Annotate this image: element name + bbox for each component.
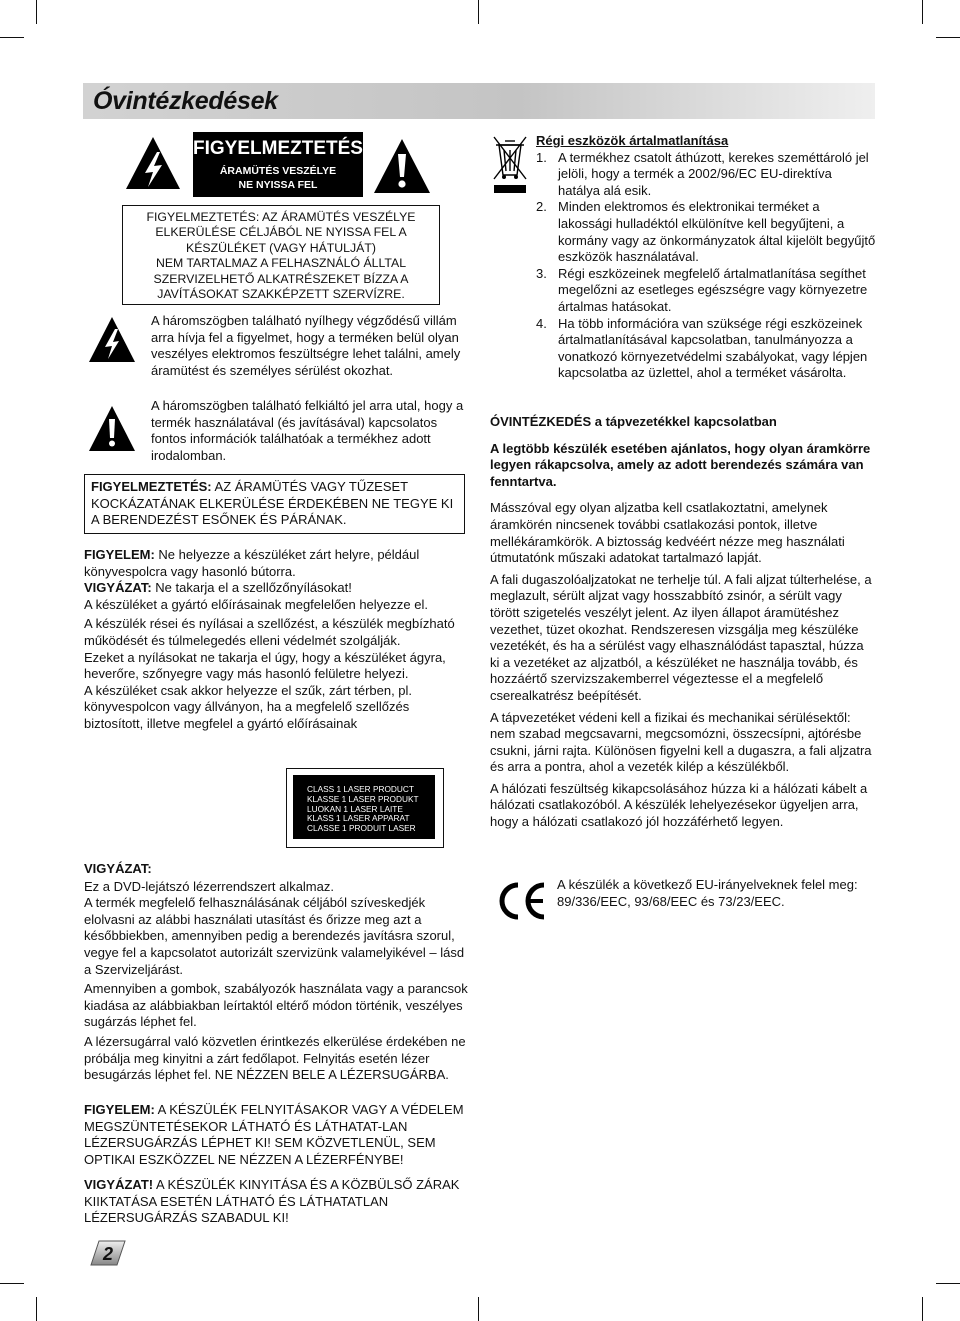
power-paragraph: A hálózati feszültség kikapcsolásához húzza ki a hálózati kábelt a hálózati csatlakozóból. A készülék lehelyezésekor ügyeljen arra, hogy a hálózati csatlakozó jól hozzáférhető legyen.: [490, 780, 868, 830]
list-item: [536, 150, 876, 200]
crop-mark: [936, 1283, 960, 1284]
laser-label-line: CLASS 1 LASER PRODUCT: [307, 784, 414, 794]
caution-closed-space: [84, 547, 467, 580]
disposal-section: [536, 133, 876, 382]
laser-paragraph: Ez a DVD-lejátszó lézerrendszert alkalmaz.: [84, 878, 334, 894]
power-cord-section: [490, 414, 874, 831]
page-number: 2: [102, 1244, 114, 1264]
power-paragraph: A tápvezetéket védeni kell a fizikai és mechanikai sérülésektől: nem szabad megcsavarni, megcsomózni, összecsípni, ajtórésbe csukni, járni rajta. Különösen figyelni kell a dugaszra, a fali aljzatra és arra a pontra, ahol a vezeték kilép a készülékből.: [490, 709, 872, 775]
exclamation-triangle-icon: [87, 404, 137, 454]
power-heading: ÓVINTÉZKEDÉS a tápvezetékkel kapcsolatban: [490, 414, 777, 429]
crop-mark: [922, 1297, 923, 1321]
crop-mark: [0, 37, 24, 38]
warning-line-2: NE NYISSA FEL: [238, 179, 318, 191]
laser-label-panel: [293, 775, 435, 839]
crop-mark: [36, 0, 37, 24]
vents-paragraph: A készüléket csak akkor helyezze el szűk, zárt térben, pl. könyvespolcon vagy állványon, ha a megfelelő szellőzés biztosított, illetve megfelel a gyártó előírásainak: [84, 682, 413, 731]
page-header: [83, 83, 875, 119]
disposal-heading: Régi eszközök ártalmatlanítása: [536, 133, 729, 148]
ventilation-block: [84, 547, 467, 733]
warning-box-line: FIGYELMEZTETÉS: AZ ÁRAMÜTÉS VESZÉLYE: [146, 210, 416, 224]
laser-label-line: KLASS 1 LASER APPARAT: [307, 813, 410, 824]
laser-label-line: CLASSE 1 PRODUIT LASER: [307, 823, 416, 834]
list-number: 4.: [536, 315, 547, 331]
warning-box-line: KÉSZÜLÉKET (VAGY HÁTULJÁT): [186, 240, 376, 255]
power-paragraph: A fali dugaszolóaljzatokat ne terhelje túl. A fali aljzat túlterhelése, a meglazult, sérült aljzat vagy hosszabbító zsinór, a sérült vagy törött szigetelés veszélyt jelent. Az ilyen állapot áramütéshez vezethet, tüzet okozhat. Rendszeresen vizsgálja meg készüléke vezetékét, és ha a sérülést vagy elhasználódást tapasztal, húzza ki a vezetéket az aljzatból, a készüléket ne használja tovább, és hozzáértő szervizszakemberrel végeztesse el a megfelelő cserealkatrész beépítését.: [490, 571, 872, 703]
laser-warning-block: [84, 861, 468, 1084]
laser-label-line: LUOKAN 1 LASER LAITE: [307, 803, 403, 814]
exclamation-triangle-icon: [372, 137, 432, 195]
caution-text: Ne takarja el a szellőzőnyílásokat!: [151, 580, 352, 596]
crop-mark: [478, 1297, 479, 1321]
warning-line-1: ÁRAMÜTÉS VESZÉLYE: [219, 165, 337, 177]
vents-paragraph: A készülék rései és nyílásai a szellőzést, a készülék megbízható működését és túlmelegedés elleni védelmét szolgálják.: [84, 616, 455, 648]
caution-text: A KÉSZÜLÉK FELNYITÁSAKOR VAGY A VÉDELEM MEGSZÜNTETÉSEKOR LÁTHATÓ ÉS LÁTHATAT-LAN LÉZERSUGÁRZÁS LÉPHET KI! SEM KÖZVETLENÜL, SEM OPTIKAI ESZKÖZZEL NE NÉZZEN A LÉZERFÉNYBE!: [84, 1102, 464, 1167]
lightning-explanation: A háromszögben található nyílhegy végződésű villám arra hívja fel a figyelmet, hogy a terméken belül olyan veszélyes elektromos feszültségre lehet találni, amely áramütést és személyes sérülést okozhat.: [151, 313, 461, 378]
list-text: Régi eszközeinek megfelelő ártalmatlanítása segíthet megelőzni az esetleges egészségre vagy környezetre ártalmas hatásokat.: [558, 265, 868, 314]
laser-class-label: [286, 768, 444, 848]
list-number: 2.: [536, 199, 547, 215]
warning-title-box: [193, 132, 363, 197]
warning-title: FIGYELMEZTETÉS: [193, 138, 363, 159]
page-number-badge: [87, 1238, 127, 1268]
warning-box-line: ELKERÜLÉSE CÉLJÁBÓL NE NYISSA FEL A: [155, 225, 407, 240]
disposal-list: [536, 150, 876, 382]
laser-paragraph: Amennyiben a gombok, szabályozók használata vagy a parancsok kiadása az alábbiakban leírtaktól eltérő módon történik, veszélyes sugárzás léphet fel.: [84, 981, 468, 1030]
crop-mark: [936, 37, 960, 38]
caution-vents: [84, 580, 467, 597]
power-recommendation: A legtöbb készülék esetében ajánlatos, hogy olyan áramkörre legyen rákapcsolva, amely az adott berendezés számára van fenntartva.: [490, 440, 871, 489]
ce-mark-icon: [494, 881, 550, 921]
vents-paragraph: Ezeket a nyílásokat ne takarja el úgy, hogy a készüléket ágyra, heverőre, szőnyegre vagy más hasonló felületre helyezi.: [84, 649, 446, 682]
warning-box-line: JAVÍTÁSOKAT SZAKKÉPZETT SZERVÍZRE.: [157, 287, 405, 302]
caution-text: Ne helyezze a készüléket zárt helyre, például könyvespolcra vagy hasonló bútorra.: [84, 547, 420, 579]
crop-mark: [0, 1283, 24, 1284]
crop-mark: [478, 0, 479, 24]
caution-label: VIGYÁZAT!: [84, 1177, 154, 1192]
exclamation-explanation: A háromszögben található felkiáltó jel arra utal, hogy a termék használatával (és javításával) kapcsolatos fontos információk találhatóak a termékhez adott irodalomban.: [151, 398, 464, 463]
warning-box-line: NEM TARTALMAZ A FELHASZNÁLÓ ÁLLTAL: [155, 256, 407, 271]
shock-warning-box: [122, 205, 440, 305]
ce-compliance-text: A készülék a következő EU-irányelveknek felel meg: 89/336/EEC, 93/68/EEC és 73/23/EEC.: [557, 877, 858, 909]
page-title: Óvintézkedések: [93, 87, 278, 115]
laser-label-line: KLASSE 1 LASER PRODUKT: [307, 793, 419, 804]
list-number: 3.: [536, 265, 547, 281]
crop-mark: [36, 1297, 37, 1321]
caution-text: A KÉSZÜLÉK KINYITÁSA ÉS A KÖZBÜLSŐ ZÁRAK KIIKTATÁSA ESETÉN LÁTHATÓ ÉS LÁTHATATLAN LÉZERSUGÁRZÁS SZABADUL KI!: [84, 1177, 460, 1226]
laser-paragraph: A lézersugárral való közvetlen érintkezés elkerülése érdekében ne próbálja meg kinyitni a zárt fedőlapot. Felnyitás esetén lézer besugárzás léphet fel. NE NÉZZEN BELE A LÉZERSUGÁRBA.: [84, 1033, 466, 1083]
caution-open-device: [84, 1102, 468, 1168]
caution-label: FIGYELEM:: [84, 547, 155, 562]
caution-label: VIGYÁZAT:: [84, 580, 152, 596]
install-instructions: A készüléket a gyártó előírásainak megfelelően helyezze el.: [84, 596, 428, 612]
list-text: Ha több információra van szüksége régi eszközeinek ártalmatlanításával kapcsolatban, tanulmányozza a vonatkozó környezetvédelmi szabályokat, vagy lépjen kapcsolatba az üzlettel, ahol a terméket vásárolta.: [558, 315, 868, 381]
list-item: [536, 316, 876, 382]
fire-warning-text: AZ ÁRAMÜTÉS VAGY TŰZESET KOCKÁZATÁNAK ELKERÜLÉSE ÉRDEKÉBEN NE TEGYE KI A BERENDEZÉST ESŐNEK ÉS PÁRÁNAK.: [91, 479, 454, 528]
laser-paragraph: A termék megfelelő felhasználásának céljából szíveskedjék elolvasni az alábbi használati utasítást és őrizze meg azt a későbbiekben, amennyiben pedig a berendezés javításra szorul, vegye fel a kapcsolatot autorizált szervizünk valamelyikével – lásd a Szervizeljárást.: [84, 895, 465, 977]
list-number: 1.: [536, 149, 547, 165]
list-item: [536, 199, 876, 265]
caution-interlock: [84, 1177, 468, 1227]
crossed-bin-icon: [490, 133, 530, 195]
lightning-triangle-icon: [87, 315, 137, 365]
caution-label: FIGYELEM:: [84, 1102, 155, 1117]
list-text: A termékhez csatolt áthúzott, kerekes szeméttároló jel jelöli, hogy a termék a 2002/96/EC EU-direktíva hatálya alá esik.: [558, 149, 869, 198]
fire-warning-box: [84, 474, 465, 534]
list-text: Minden elektromos és elektronikai terméket a lakossági hulladéktól elkülönítve kell begyűjteni, a kormány vagy az önkormányzatok által kijelölt begyűjtő eszközök használatával.: [558, 199, 876, 265]
warning-box-line: SZERVIZELHETŐ ALKATRÉSZEKET BÍZZA A: [153, 271, 409, 286]
list-item: [536, 266, 876, 316]
lightning-triangle-icon: [124, 135, 182, 191]
laser-warning-heading: VIGYÁZAT:: [84, 861, 152, 876]
crop-mark: [922, 0, 923, 24]
power-paragraph: Másszóval egy olyan aljzatba kell csatlakoztatni, amelynek áramkörén nincsenek további csatlakozási pontok, illetve mellékáramkörök. A biztosság kedvéért nézze meg használati útmutatónk műszaki adatokat tartalmazó lapját.: [490, 500, 845, 566]
fire-warning-label: FIGYELMEZTETÉS:: [91, 479, 212, 494]
